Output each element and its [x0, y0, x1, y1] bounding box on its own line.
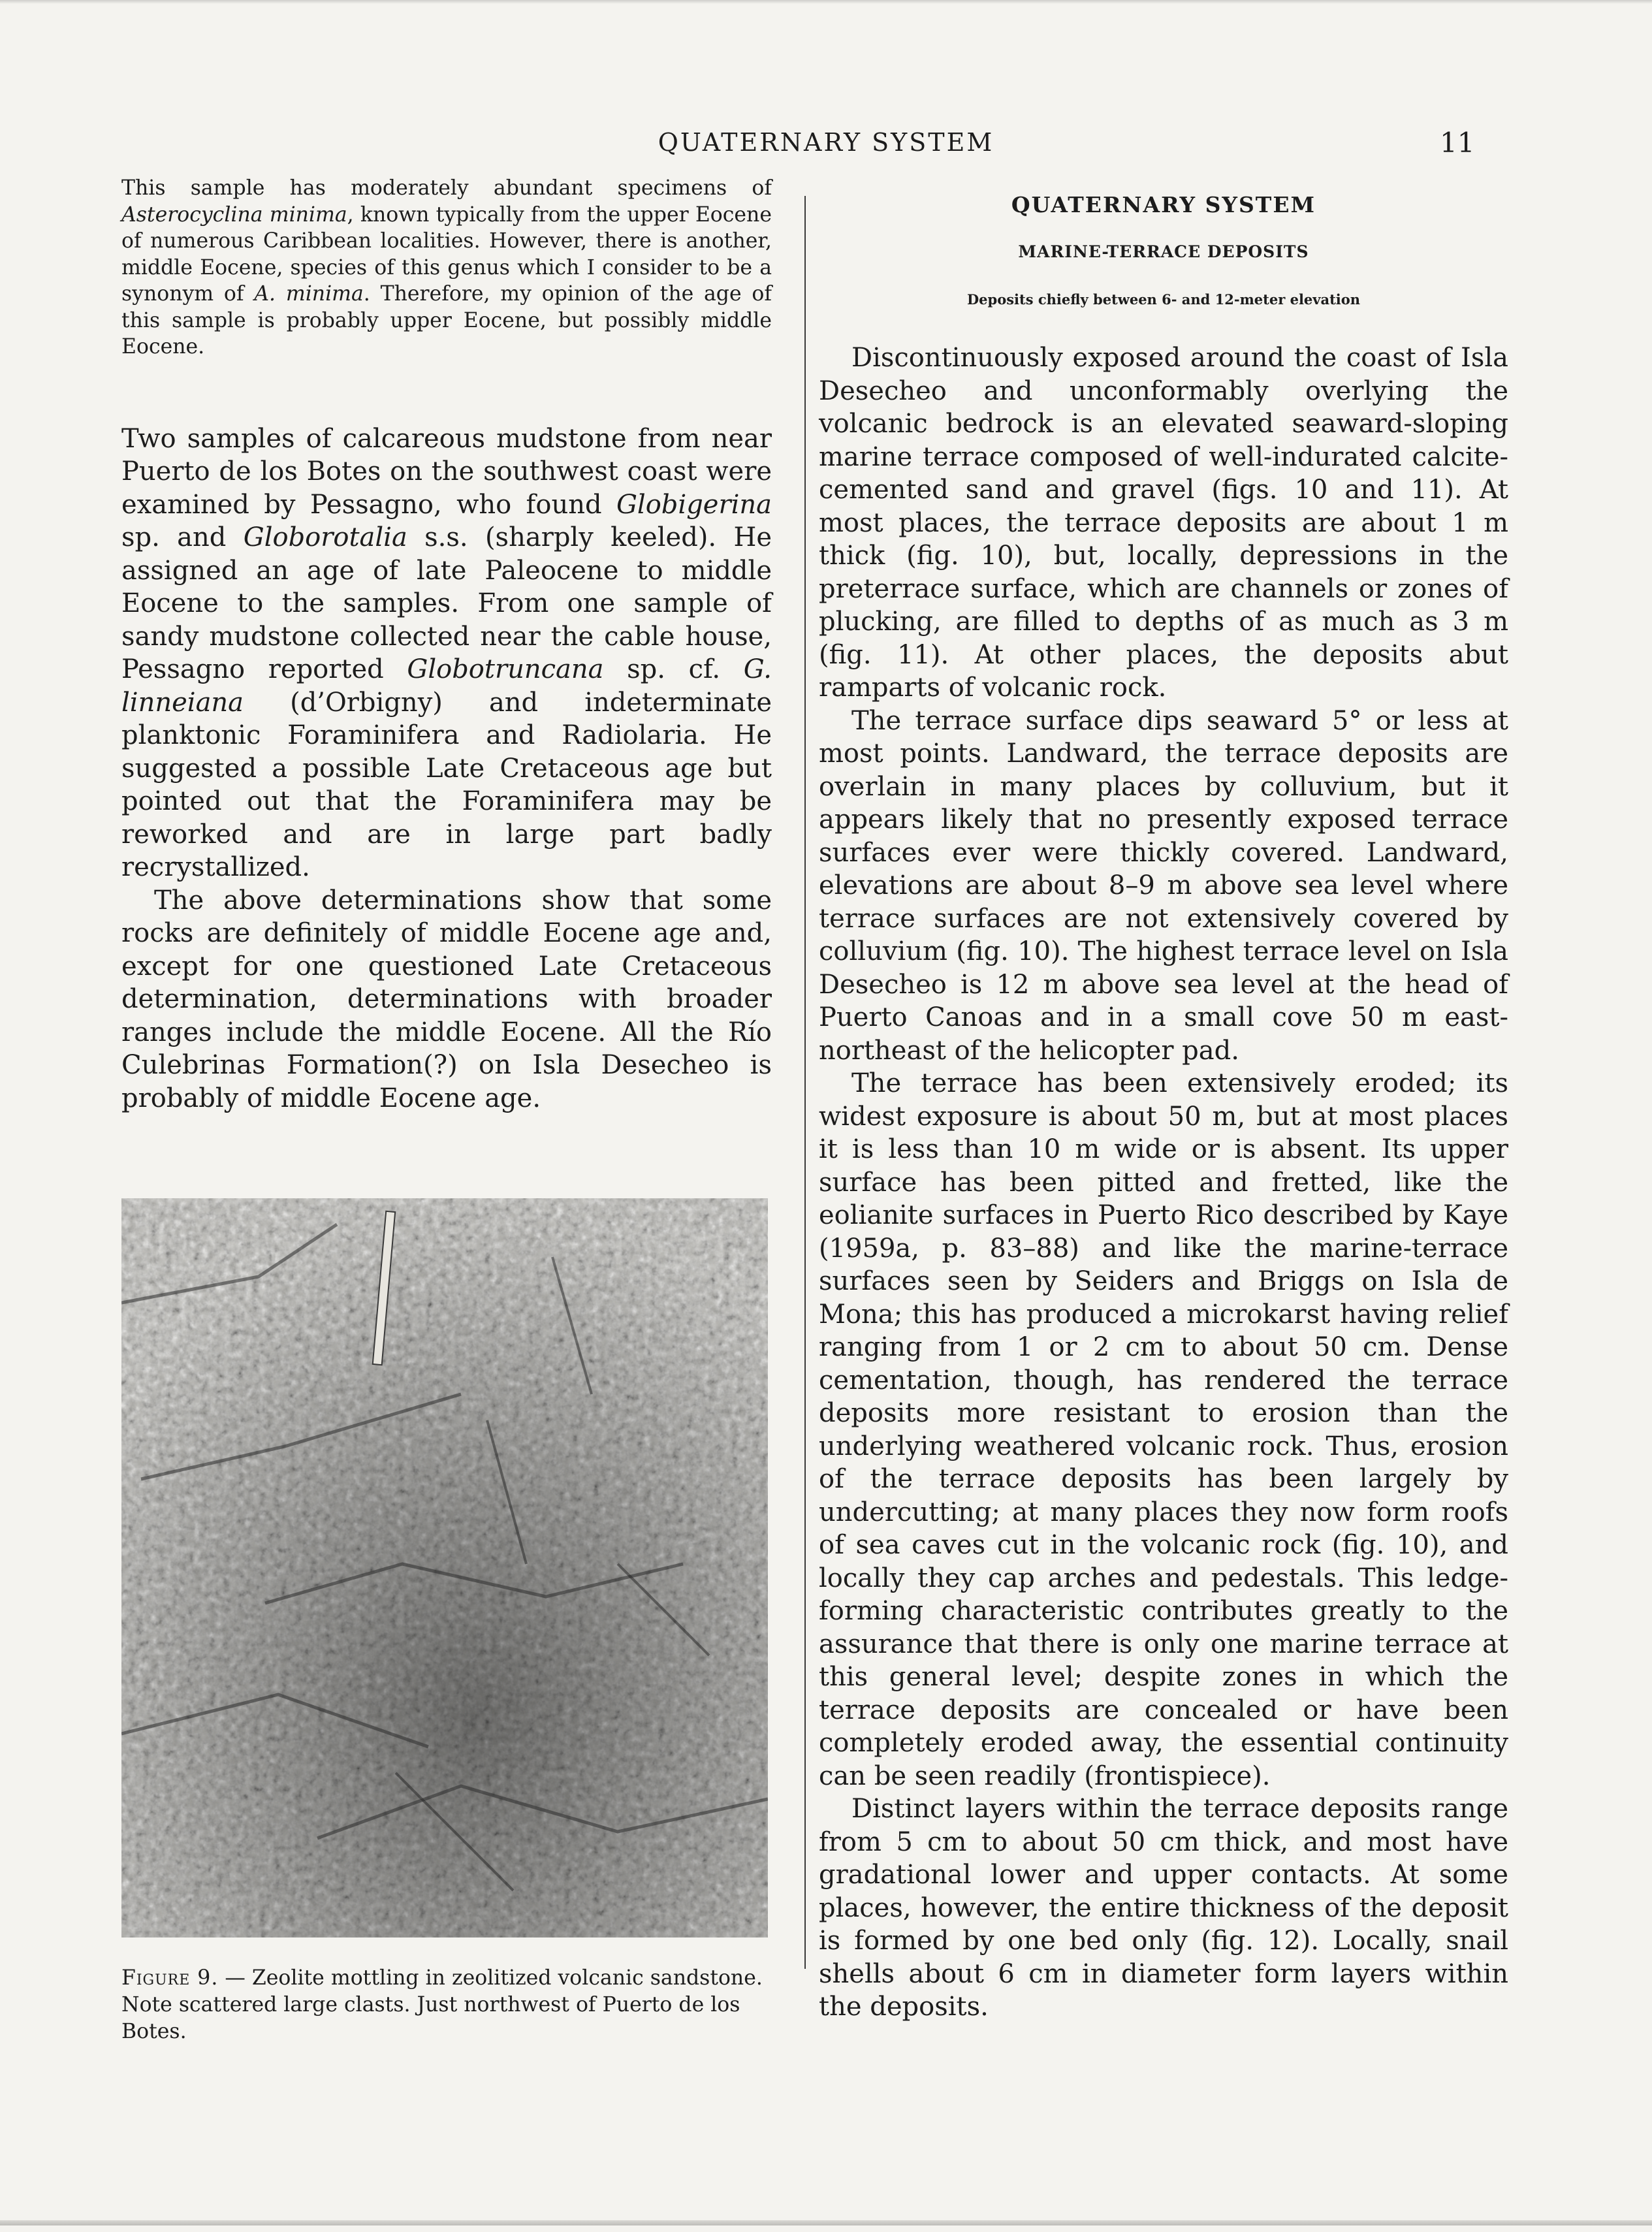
- text-run: Two samples of calcareous mudstone from near Puerto de los Botes on the southwest coast were examined by Pessagno, who found: [121, 423, 772, 520]
- text-run: sp. and: [121, 522, 244, 552]
- small-print-paragraph: [121, 175, 772, 360]
- column-divider: [804, 196, 806, 1969]
- taxon-name: G. linneiana: [121, 654, 772, 718]
- text-run: , known typically from the upper Eocene of numerous Caribbean localities. However, there is another, middle Eocene, species of this genus which I consider to be a synonym of: [121, 202, 772, 306]
- body-paragraph: Distinct layers within the terrace deposits range from 5 cm to about 50 cm thick, and most have gradational lower and upper contacts. At some places, however, the entire thickness of the deposit is formed by one bed only (fig. 12). Locally, snail shells about 6 cm in diameter form layers within the deposits.: [819, 1794, 1508, 2022]
- taxon-name: Asterocyclina minima: [121, 202, 347, 227]
- text-run: . Therefore, my opinion of the age of this sample is probably upper Eocene, but possibly middle Eocene.: [121, 282, 772, 359]
- taxon-name: A. minima: [254, 282, 364, 306]
- body-paragraph: The above determinations show that some rocks are definitely of middle Eocene age and, except for one questioned Late Cretaceous determination, determinations with broader ranges include the middle Eocene. All the Río Culebrinas Formation(?) on Isla Desecheo is probably of middle Eocene age.: [121, 885, 772, 1113]
- text-run: (d’Orbigny) and indeterminate planktonic Foraminifera and Radiolaria. He suggested a possible Late Cretaceous age but pointed out that the Foraminifera may be reworked and are in large part badly recrystallized.: [121, 687, 772, 882]
- body-paragraph: The terrace has been extensively eroded; its widest exposure is about 50 m, but at most places it is less than 10 m wide or is absent. Its upper surface has been pitted and fretted, like the eolianite surfaces in Puerto Rico described by Kaye (1959a, p. 83–88) and like the marine-terrace surfaces seen by Seiders and Briggs on Isla de Mona; this has produced a microkarst having relief ranging from 1 or 2 cm to about 50 cm. Dense cementation, though, has rendered the terrace deposits more resistant to erosion than the underlying weathered volcanic rock. Thus, erosion of the terrace deposits has been largely by undercutting; at many places they now form roofs of sea caves cut in the volcanic rock (fig. 10), and locally they cap arches and pedestals. This ledge-forming characteristic contributes greatly to the assurance that there is only one marine terrace at this general level; despite zones in which the terrace deposits are concealed or have been completely eroded away, the essential continuity can be seen readily (frontispiece).: [819, 1068, 1508, 1791]
- figure-9-photo: [121, 1198, 768, 1937]
- section-title: QUATERNARY SYSTEM: [1011, 192, 1316, 217]
- figure-label: Figure 9.: [121, 1966, 219, 1990]
- caption-text: — Zeolite mottling in zeolitized volcanic sandstone. Note scattered large clasts. Just northwest of Puerto de los Botes.: [121, 1966, 763, 2043]
- body-paragraph: Discontinuously exposed around the coast of Isla Desecheo and unconformably overlying the volcanic bedrock is an elevated seaward-sloping marine terrace composed of well-indurated calcite-cemented sand and gravel (figs. 10 and 11). At most places, the terrace deposits are about 1 m thick (fig. 10), but, locally, depressions in the preterrace surface, which are channels or zones of plucking, are filled to depths of as much as 3 m (fig. 11). At other places, the deposits abut ramparts of volcanic rock.: [819, 343, 1508, 703]
- figure-caption: [121, 1965, 772, 2045]
- page-top-edge: [0, 0, 1652, 4]
- text-run: s.s. (sharply keeled). He assigned an age of late Paleocene to middle Eocene to the samples. From one sample of sandy mudstone collected near the cable house, Pessagno reported: [121, 522, 772, 684]
- page-number: 11: [1440, 127, 1475, 159]
- page-bottom-edge: [0, 2220, 1652, 2225]
- body-paragraph: [121, 422, 772, 884]
- running-head: QUATERNARY SYSTEM: [658, 128, 994, 157]
- body-paragraph: The terrace surface dips seaward 5° or less at most points. Landward, the terrace deposits are overlain in many places by colluvium, but it appears likely that no presently exposed terrace surfaces ever were thickly covered. Landward, elevations are about 8–9 m above sea level where terrace surfaces are not extensively covered by colluvium (fig. 10). The highest terrace level on Isla Desecheo is 12 m above sea level at the head of Puerto Canoas and in a small cove 50 m east-northeast of the helicopter pad.: [819, 705, 1508, 1066]
- taxon-name: Globorotalia: [243, 522, 407, 552]
- subsubsection-title: Deposits chiefly between 6- and 12-meter elevation: [966, 291, 1361, 308]
- taxon-name: Globigerina: [616, 489, 772, 520]
- text-run: sp. cf.: [603, 654, 744, 684]
- left-column: [121, 175, 772, 2066]
- subsection-title: MARINE-TERRACE DEPOSITS: [1018, 242, 1309, 261]
- text-run: This sample has moderately abundant specimens of: [121, 176, 772, 200]
- taxon-name: Globotruncana: [407, 654, 604, 684]
- right-column: [819, 175, 1508, 2024]
